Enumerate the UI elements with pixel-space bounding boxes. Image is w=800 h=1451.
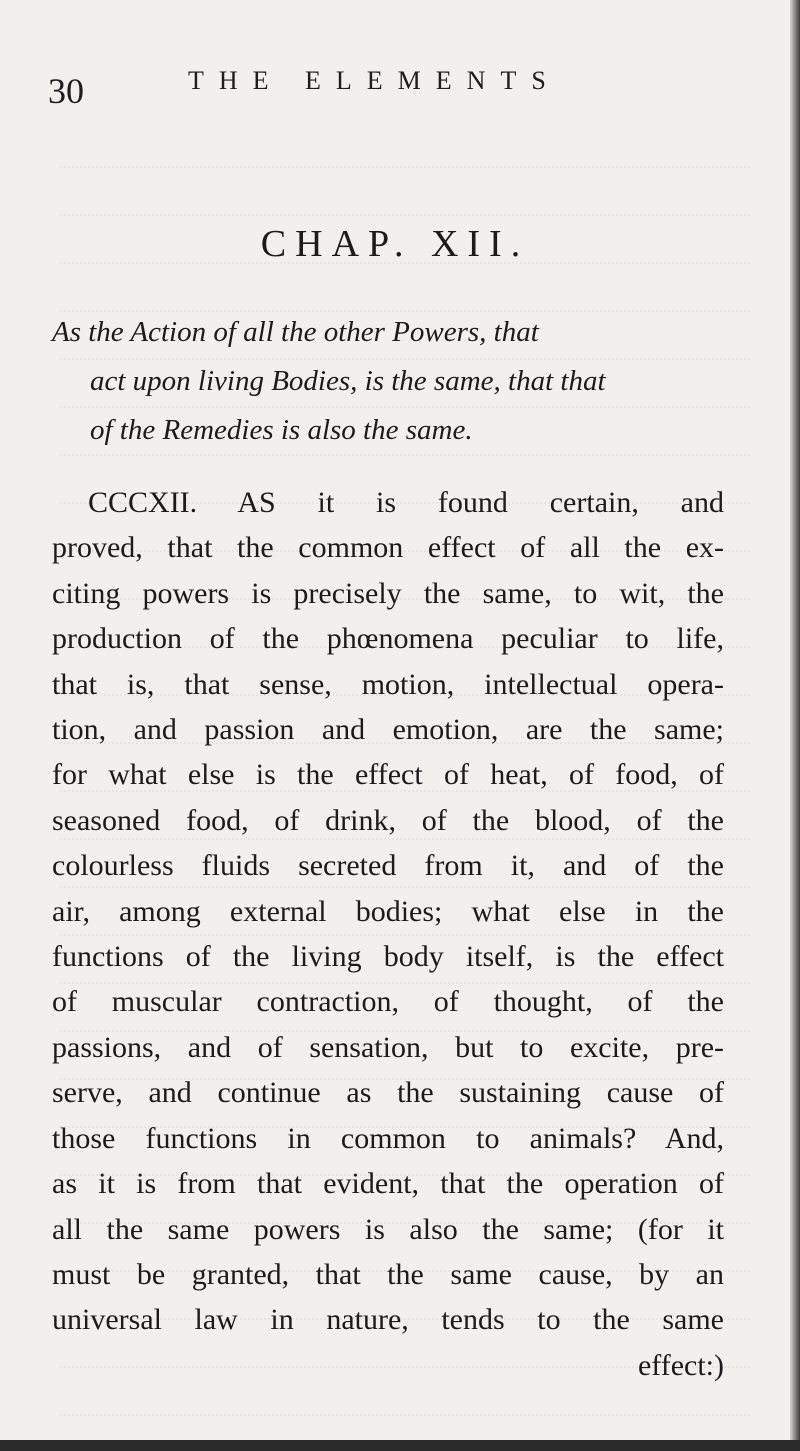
text-line: all the same powers is also the same; (for it	[52, 1212, 724, 1246]
text-line: production of the phœnomena peculiar to life,	[52, 622, 724, 656]
page-bottom-shadow	[0, 1440, 800, 1451]
chapter-heading-line: As the Action of all the other Powers, that	[52, 316, 539, 348]
chapter-heading	[52, 308, 732, 455]
paragraph-cccxii	[52, 480, 724, 1388]
text-line: effect:)	[637, 1348, 724, 1382]
page-number: 30	[48, 71, 84, 111]
chapter-heading-line: of the Remedies is also the same.	[90, 414, 473, 446]
text-line: of muscular contraction, of thought, of the	[52, 985, 724, 1019]
text-line: must be granted, that the same cause, by an	[52, 1257, 724, 1291]
running-title: THE ELEMENTS	[188, 66, 561, 95]
chapter-heading-line: act upon living Bodies, is the same, that that	[90, 365, 606, 397]
text-line: CCCXII. AS it is found certain, and	[88, 486, 724, 519]
running-head	[48, 62, 748, 112]
text-line: seasoned food, of drink, of the blood, of the	[52, 803, 724, 837]
text-line: passions, and of sensation, but to excite, pre-	[52, 1030, 724, 1064]
text-line: serve, and continue as the sustaining cause of	[52, 1076, 724, 1110]
text-line: tion, and passion and emotion, are the same;	[52, 713, 724, 747]
text-line: colourless fluids secreted from it, and of the	[52, 849, 724, 883]
text-line: citing powers is precisely the same, to wit, the	[52, 576, 724, 610]
text-line: air, among external bodies; what else in the	[52, 894, 724, 928]
text-line: functions of the living body itself, is the effect	[52, 940, 724, 974]
text-line: proved, that the common effect of all the ex-	[52, 531, 724, 565]
text-line: that is, that sense, motion, intellectual opera-	[52, 667, 724, 701]
chapter-title: CHAP. XII.	[260, 223, 530, 265]
page-edge-shadow	[790, 0, 800, 1451]
text-line: for what else is the effect of heat, of food, of	[52, 758, 724, 792]
text-line: those functions in common to animals? And,	[52, 1121, 724, 1155]
text-line: as it is from that evident, that the operation of	[52, 1167, 724, 1201]
text-line: universal law in nature, tends to the same	[52, 1303, 724, 1337]
